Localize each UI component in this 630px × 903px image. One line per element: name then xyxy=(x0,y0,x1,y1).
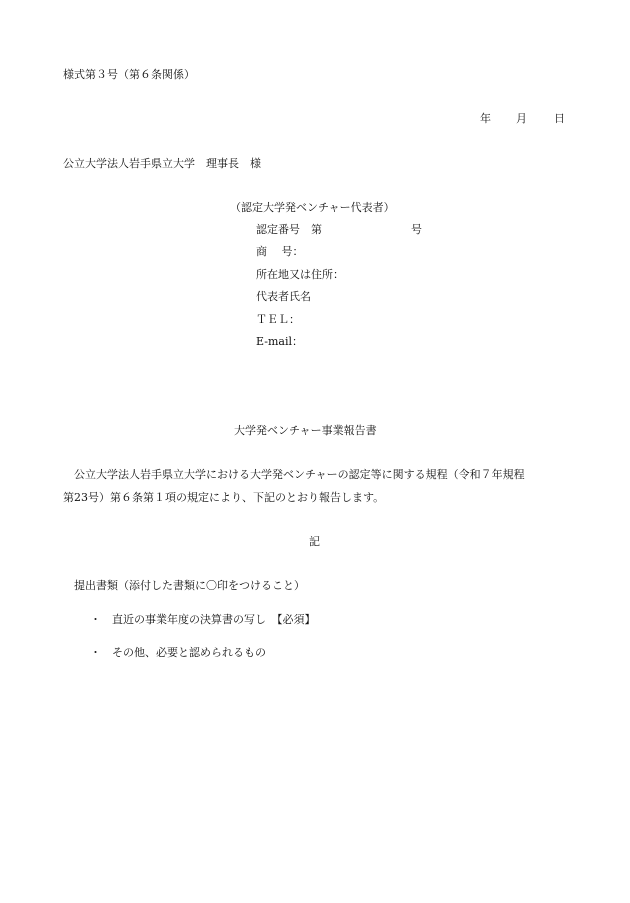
bullet: ・ xyxy=(90,613,101,626)
submission-item-text: 直近の事業年度の決算書の写し 【必須】 xyxy=(112,613,316,626)
document-title: 大学発ベンチャー事業報告書 xyxy=(234,424,377,437)
submission-item xyxy=(90,613,316,627)
submission-item-text: その他、必要と認められるもの xyxy=(112,646,266,659)
body-line-1: 公立大学法人岩手県立大学における大学発ベンチャーの認定等に関する規程（令和７年規程 xyxy=(74,468,525,481)
ki-label: 記 xyxy=(309,535,320,548)
body-line-2: 第23号）第６条第１項の規定により、下記のとおり報告します。 xyxy=(63,491,385,504)
submission-item xyxy=(90,646,266,660)
date-year: 年 xyxy=(480,112,491,125)
address-label: 所在地又は住所： xyxy=(256,268,344,281)
trade-name-label: 商 号： xyxy=(256,245,304,258)
tel-label: ＴＥＬ： xyxy=(256,313,300,326)
rep-name-label: 代表者氏名 xyxy=(256,290,311,303)
form-number: 様式第３号（第６条関係） xyxy=(63,68,195,81)
cert-no-label: 認定番号 第 xyxy=(256,223,322,236)
date-line xyxy=(480,112,565,126)
bullet: ・ xyxy=(90,646,101,659)
cert-no-suffix: 号 xyxy=(411,223,422,236)
addressee: 公立大学法人岩手県立大学 理事長 様 xyxy=(63,157,261,170)
email-label: E-mail： xyxy=(256,335,303,348)
submission-heading: 提出書類（添付した書類に〇印をつけること） xyxy=(74,579,305,592)
representative-heading: （認定大学発ベンチャー代表者） xyxy=(230,201,395,214)
cert-no-row xyxy=(256,223,422,237)
date-day: 日 xyxy=(554,112,565,125)
date-month: 月 xyxy=(516,112,527,125)
